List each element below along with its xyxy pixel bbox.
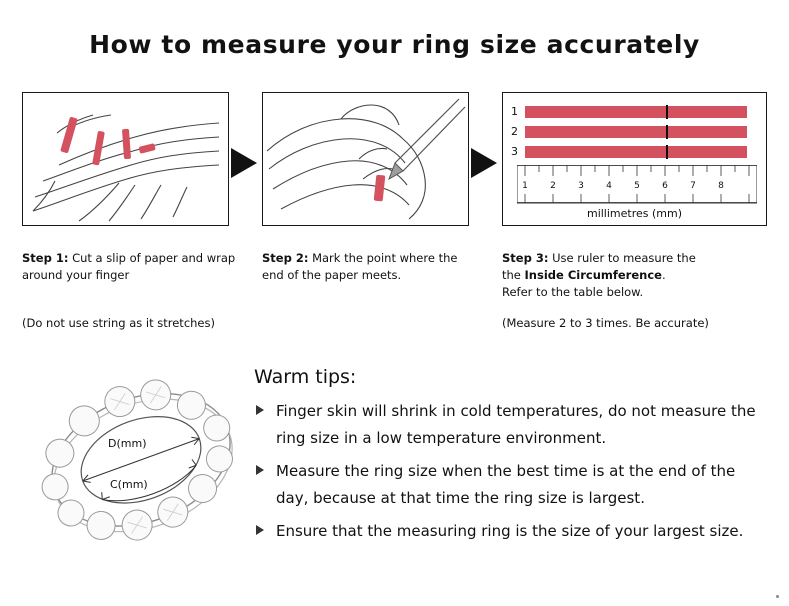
arrow-step2-to-step3	[471, 148, 497, 178]
svg-text:1: 1	[522, 181, 528, 191]
inside-circumference-emphasis: Inside Circumference	[524, 268, 662, 282]
strip-number-1: 1	[511, 105, 518, 118]
measured-strip-row-1	[511, 105, 747, 118]
step-3-line-1: Use ruler to measure the	[548, 251, 696, 265]
corner-artifact	[776, 595, 779, 598]
page-title: How to measure your ring size accurately	[89, 30, 700, 59]
step-2-caption	[262, 250, 477, 284]
hand-paper-strip-drawing	[23, 93, 228, 225]
step-2-label: Step 2:	[262, 251, 309, 265]
paper-strip-1	[525, 106, 747, 118]
step-3-illustration	[502, 92, 767, 226]
step-3-caption	[502, 250, 764, 301]
step-1-text: Cut a slip of paper and wrap around your finger	[22, 251, 236, 282]
bullet-triangle-icon	[256, 405, 264, 415]
tip-text: Measure the ring size when the best time is at the end of the day, because at that time the ring size is largest.	[276, 462, 736, 507]
strip-mark-2	[666, 125, 668, 139]
step-1-illustration	[22, 92, 229, 226]
step-3-note: (Measure 2 to 3 times. Be accurate)	[502, 316, 709, 330]
ring-circumference-label: C(mm)	[110, 478, 148, 491]
paper-strip-3	[525, 146, 747, 158]
ring-diagram	[28, 352, 253, 567]
svg-text:8: 8	[718, 181, 724, 191]
svg-text:6: 6	[662, 181, 668, 191]
step-3-line-2-pre: the	[502, 268, 525, 282]
step-1-note: (Do not use string as it stretches)	[22, 316, 215, 330]
warm-tips-list	[254, 398, 764, 551]
hand-marking-drawing	[263, 93, 468, 225]
tip-text: Ensure that the measuring ring is the size of your largest size.	[276, 522, 744, 540]
bullet-triangle-icon	[256, 525, 264, 535]
svg-text:3: 3	[578, 181, 584, 191]
tip-item	[254, 398, 764, 452]
tip-text: Finger skin will shrink in cold temperatures, do not measure the ring size in a low temperature environment.	[276, 402, 756, 447]
step-3-line-2-post: .	[661, 268, 666, 282]
step-1-label: Step 1:	[22, 251, 69, 265]
step-1-caption	[22, 250, 237, 284]
step-2-illustration	[262, 92, 469, 226]
warm-tips-heading: Warm tips:	[254, 366, 357, 388]
step-3-label: Step 3:	[502, 251, 549, 265]
svg-text:7: 7	[690, 181, 696, 191]
svg-text:4: 4	[606, 181, 612, 191]
paper-strip-2	[525, 126, 747, 138]
ruler-unit-label: millimetres (mm)	[586, 207, 683, 220]
ruler-graphic	[517, 165, 757, 205]
strip-number-2: 2	[511, 125, 518, 138]
bullet-triangle-icon	[256, 465, 264, 475]
tip-item	[254, 518, 764, 545]
ring-diameter-label: D(mm)	[108, 437, 147, 450]
svg-text:2: 2	[550, 181, 556, 191]
step-2-text: Mark the point where the end of the paper meets.	[262, 251, 458, 282]
arrow-step1-to-step2	[231, 148, 257, 178]
measured-strip-row-2	[511, 125, 747, 138]
tip-item	[254, 458, 764, 512]
step-3-line-3: Refer to the table below.	[502, 285, 644, 299]
strip-number-3: 3	[511, 145, 518, 158]
svg-text:5: 5	[634, 181, 640, 191]
strip-mark-1	[666, 105, 668, 119]
measured-strip-row-3	[511, 145, 747, 158]
strip-mark-3	[666, 145, 668, 159]
